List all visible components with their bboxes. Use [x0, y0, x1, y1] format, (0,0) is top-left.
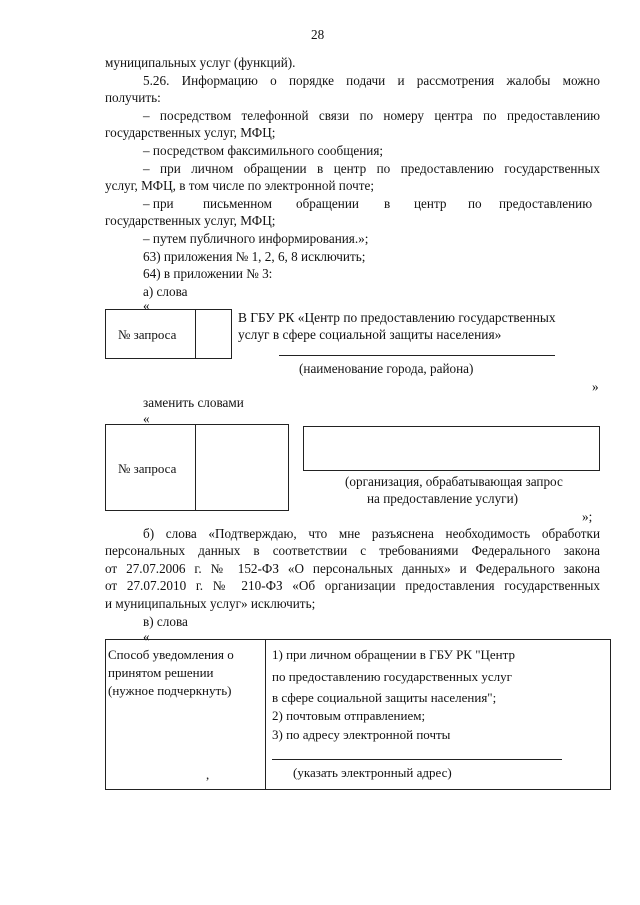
organization-caption: (организация, обрабатывающая запрос [345, 474, 563, 489]
close-quote: »; [582, 509, 593, 524]
city-caption: (наименование города, района) [299, 361, 474, 376]
email-fill-line [272, 759, 562, 760]
text-line: центр [414, 196, 447, 211]
text-line: государственных услуг, МФЦ; [105, 125, 276, 140]
text-line: обращении [296, 196, 359, 211]
close-quote: » [592, 379, 599, 394]
text-line: персональных данных в соответствии с требованиями Федерального закона [105, 543, 600, 558]
text-line: – посредством телефонной связи по номеру центра по предоставлению [143, 108, 600, 123]
page-number: 28 [311, 27, 325, 42]
text-line: – при [143, 196, 174, 211]
text-line: 64) в приложении № 3: [143, 266, 273, 281]
text-line: в) слова [143, 614, 188, 629]
text-line: от 27.07.2010 г. № 210-ФЗ «Об организации предоставления государственных [105, 578, 600, 593]
open-quote: « [143, 411, 150, 426]
notification-option: по предоставлению государственных услуг [272, 669, 512, 684]
notification-method-label: Способ уведомления о [108, 647, 234, 662]
text-line: – путем публичного информирования.»; [143, 231, 369, 246]
table-divider [265, 639, 266, 790]
comma-mark: , [206, 767, 210, 782]
notification-option: в сфере социальной защиты населения"; [272, 690, 497, 705]
notification-option: 1) при личном обращении в ГБУ РК "Центр [272, 647, 515, 662]
email-caption: (указать электронный адрес) [293, 765, 452, 780]
text-line: а) слова [143, 284, 188, 299]
organization-caption: на предоставление услуги) [367, 491, 519, 506]
recipient-line: услуг в сфере социальной защиты населения» [238, 327, 502, 342]
notification-option: 2) почтовым отправлением; [272, 708, 426, 723]
text-line: 5.26. Информацию о порядке подачи и рассмотрения жалобы можно [143, 73, 600, 88]
organization-box [303, 426, 600, 471]
notification-method-label: принятом решении [108, 665, 214, 680]
text-line: 63) приложения № 1, 2, 6, 8 исключить; [143, 249, 366, 264]
notification-option: 3) по адресу электронной почты [272, 727, 451, 742]
request-number-label: № запроса [118, 461, 177, 476]
open-quote: « [143, 629, 150, 644]
text-line: в [384, 196, 391, 211]
fill-line [279, 355, 555, 356]
text-line: государственных услуг, МФЦ; [105, 213, 276, 228]
text-line: услуг, МФЦ, в том числе по электронной почте; [105, 178, 375, 193]
text-line: б) слова «Подтверждаю, что мне разъяснена необходимость обработки [143, 526, 600, 541]
text-line: получить: [105, 90, 161, 105]
text-line: по [468, 196, 482, 211]
request-number-label: № запроса [118, 327, 177, 342]
box-divider [195, 424, 196, 511]
recipient-line: В ГБУ РК «Центр по предоставлению государственных [238, 310, 556, 325]
open-quote: « [143, 298, 150, 313]
text-line: от 27.07.2006 г. № 152-ФЗ «О персональных данных» и Федерального закона [105, 561, 600, 576]
text-line: муниципальных услуг (функций). [105, 55, 296, 70]
text-line: письменном [203, 196, 272, 211]
text-line: – при личном обращении в центр по предоставлению государственных [143, 161, 600, 176]
text-line: заменить словами [143, 395, 244, 410]
text-line: и муниципальных услуг» исключить; [105, 596, 316, 611]
text-line: – посредством факсимильного сообщения; [143, 143, 384, 158]
text-line: предоставлению [499, 196, 593, 211]
notification-method-label: (нужное подчеркнуть) [108, 683, 232, 698]
box-divider [195, 309, 196, 359]
